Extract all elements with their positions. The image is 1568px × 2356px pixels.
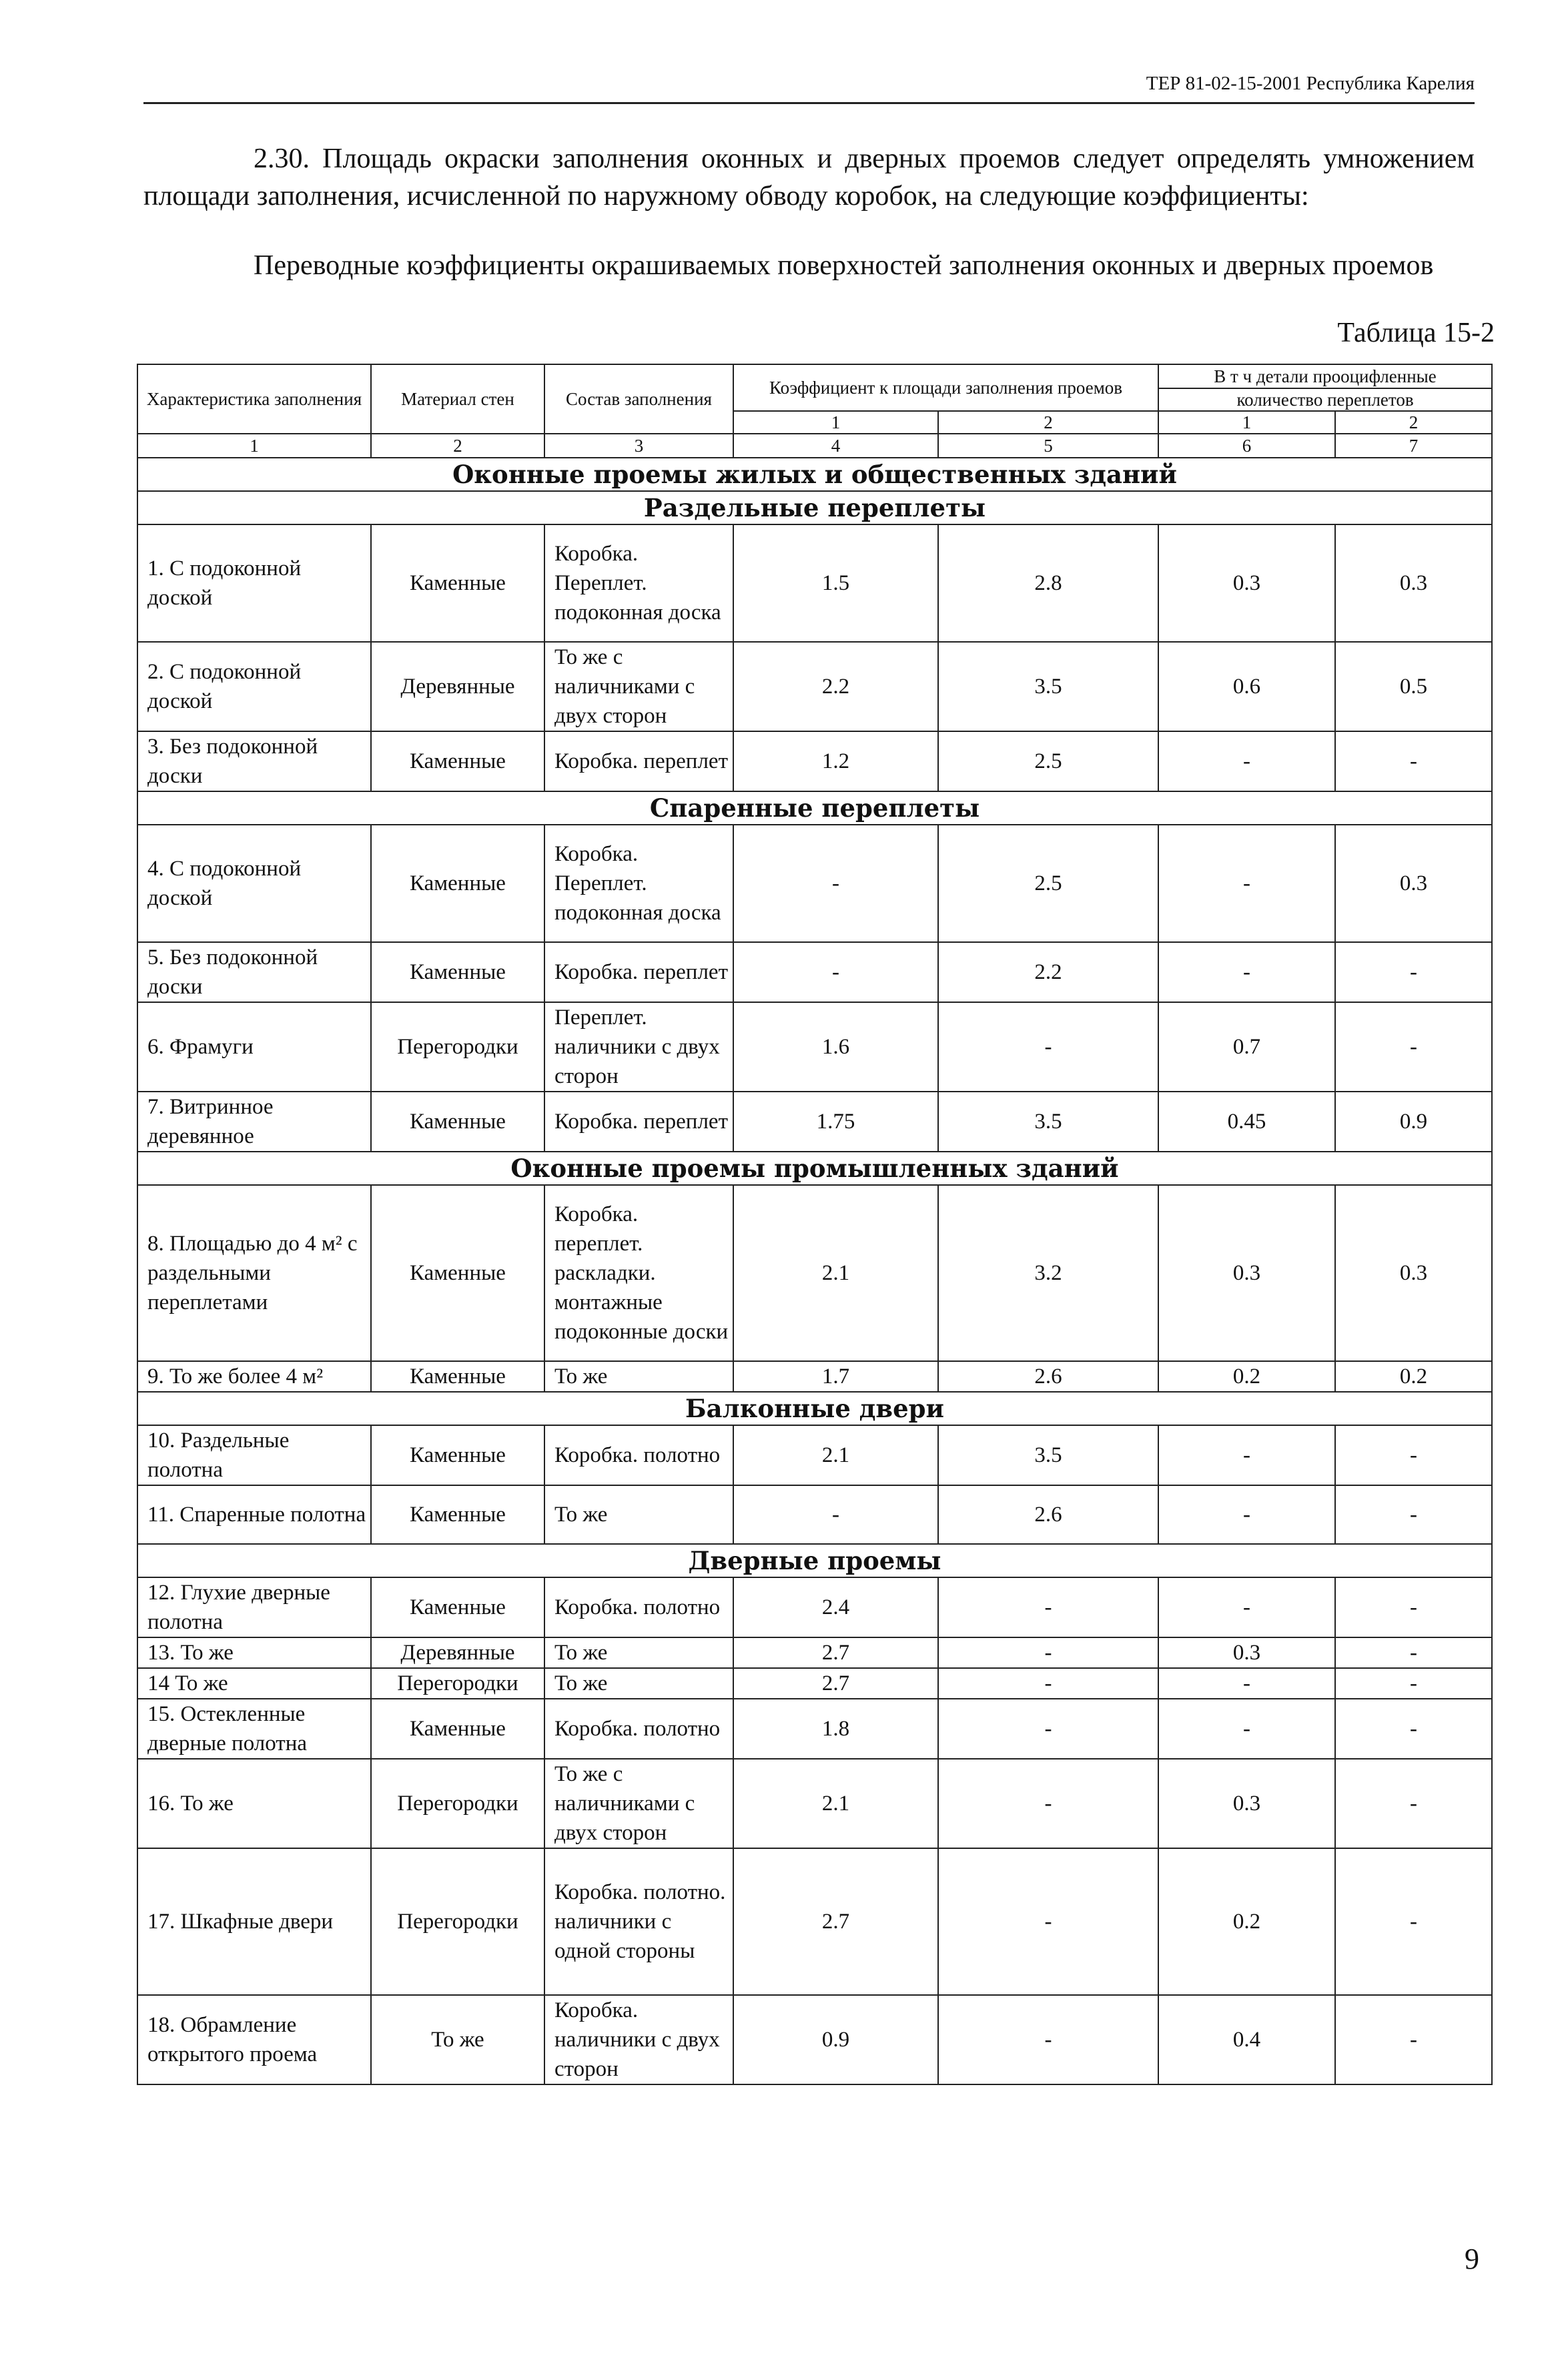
cell-composition: Коробка. полотно <box>544 1699 733 1759</box>
cell-coef-1: 1.5 <box>733 524 938 642</box>
cell-coef-2: 3.2 <box>938 1185 1158 1361</box>
cell-composition: Коробка. переплет <box>544 1092 733 1152</box>
cell-wall-material: Каменные <box>371 731 544 791</box>
cell-wall-material: Каменные <box>371 942 544 1002</box>
column-number: 3 <box>544 434 733 458</box>
cell-coef-2: - <box>938 1699 1158 1759</box>
cell-detail-1: 0.4 <box>1158 1995 1335 2084</box>
cell-detail-1: 0.3 <box>1158 1185 1335 1361</box>
cell-composition: То же <box>544 1637 733 1668</box>
cell-characteristic: 9. То же более 4 м² <box>137 1361 371 1392</box>
cell-wall-material: Каменные <box>371 1699 544 1759</box>
table-row <box>137 1002 1492 1092</box>
table-row <box>137 731 1492 791</box>
cell-wall-material: Перегородки <box>371 1848 544 1995</box>
table-row <box>137 1361 1492 1392</box>
cell-wall-material: То же <box>371 1995 544 2084</box>
cell-detail-1: 0.6 <box>1158 642 1335 731</box>
cell-characteristic: 17. Шкафные двери <box>137 1848 371 1995</box>
cell-detail-2: 0.2 <box>1335 1361 1492 1392</box>
cell-coef-1: 2.7 <box>733 1848 938 1995</box>
cell-wall-material: Каменные <box>371 1185 544 1361</box>
cell-detail-2: 0.3 <box>1335 524 1492 642</box>
cell-wall-material: Деревянные <box>371 642 544 731</box>
cell-composition: Коробка. полотно <box>544 1425 733 1485</box>
cell-detail-1: 0.7 <box>1158 1002 1335 1092</box>
cell-detail-2: - <box>1335 1002 1492 1092</box>
cell-detail-2: - <box>1335 731 1492 791</box>
cell-wall-material: Перегородки <box>371 1002 544 1092</box>
cell-composition: Переплет. наличники с двух сторон <box>544 1002 733 1092</box>
header-composition: Состав заполнения <box>544 364 733 434</box>
cell-composition: Коробка. наличники с двух сторон <box>544 1995 733 2084</box>
cell-characteristic: 7. Витринное деревянное <box>137 1092 371 1152</box>
cell-characteristic: 8. Площадью до 4 м² с раздельными переплетами <box>137 1185 371 1361</box>
cell-coef-1: - <box>733 1485 938 1544</box>
cell-wall-material: Каменные <box>371 1425 544 1485</box>
cell-composition: Коробка. переплет. раскладки. монтажные подоконные доски <box>544 1185 733 1361</box>
table-row <box>137 942 1492 1002</box>
cell-coef-2: - <box>938 1637 1158 1668</box>
table-row <box>137 1699 1492 1759</box>
cell-detail-2: - <box>1335 1848 1492 1995</box>
cell-characteristic: 1. С подоконной доской <box>137 524 371 642</box>
cell-wall-material: Перегородки <box>371 1759 544 1848</box>
cell-coef-2: - <box>938 1995 1158 2084</box>
table-row <box>137 1995 1492 2084</box>
cell-coef-1: - <box>733 942 938 1002</box>
cell-detail-1: - <box>1158 825 1335 942</box>
cell-detail-2: - <box>1335 1425 1492 1485</box>
cell-detail-1: 0.45 <box>1158 1092 1335 1152</box>
section-heading: Оконные проемы жилых и общественных зданий <box>137 458 1492 491</box>
cell-coef-2: 3.5 <box>938 642 1158 731</box>
cell-characteristic: 11. Спаренные полотна <box>137 1485 371 1544</box>
header-sub-1: 1 <box>733 411 938 434</box>
coefficients-table <box>137 364 1493 2085</box>
table-row <box>137 1848 1492 1995</box>
section-heading: Балконные двери <box>137 1392 1492 1425</box>
cell-wall-material: Каменные <box>371 1092 544 1152</box>
table-row <box>137 1185 1492 1361</box>
column-number: 5 <box>938 434 1158 458</box>
cell-detail-1: 0.3 <box>1158 1637 1335 1668</box>
page-header <box>143 69 1475 104</box>
cell-characteristic: 5. Без подоконной доски <box>137 942 371 1002</box>
cell-coef-1: 2.4 <box>733 1577 938 1637</box>
table-row <box>137 1759 1492 1848</box>
cell-detail-1: 0.2 <box>1158 1361 1335 1392</box>
cell-coef-2: 3.5 <box>938 1092 1158 1152</box>
cell-wall-material: Каменные <box>371 825 544 942</box>
paragraph-2-30: 2.30. Площадь окраски заполнения оконных и дверных проемов следует определять умножением площади заполнения, исчисленной по наружному обводу коробок, на следующие коэффициенты: <box>143 143 1475 212</box>
cell-composition: Коробка. переплет <box>544 731 733 791</box>
cell-characteristic: 14 То же <box>137 1668 371 1699</box>
cell-composition: Коробка. полотно <box>544 1577 733 1637</box>
table-caption: Переводные коэффициенты окрашиваемых поверхностей заполнения оконных и дверных проемов <box>254 250 1434 281</box>
column-number: 2 <box>371 434 544 458</box>
cell-detail-1: - <box>1158 731 1335 791</box>
cell-coef-2: 2.6 <box>938 1485 1158 1544</box>
section-heading: Спаренные переплеты <box>137 791 1492 825</box>
cell-detail-1: 0.3 <box>1158 524 1335 642</box>
cell-detail-1: 0.3 <box>1158 1759 1335 1848</box>
cell-coef-1: 2.1 <box>733 1759 938 1848</box>
cell-detail-2: - <box>1335 1637 1492 1668</box>
cell-coef-2: - <box>938 1668 1158 1699</box>
cell-detail-2: - <box>1335 1668 1492 1699</box>
cell-composition: Коробка. полотно. наличники с одной стороны <box>544 1848 733 1995</box>
cell-detail-2: - <box>1335 1699 1492 1759</box>
cell-composition: Коробка. Переплет. подоконная доска <box>544 524 733 642</box>
cell-characteristic: 6. Фрамуги <box>137 1002 371 1092</box>
cell-detail-1: - <box>1158 1699 1335 1759</box>
table-row <box>137 642 1492 731</box>
cell-coef-1: 2.2 <box>733 642 938 731</box>
cell-detail-2: - <box>1335 1577 1492 1637</box>
table-row <box>137 1485 1492 1544</box>
table-row <box>137 1425 1492 1485</box>
cell-characteristic: 12. Глухие дверные полотна <box>137 1577 371 1637</box>
cell-coef-2: 2.6 <box>938 1361 1158 1392</box>
cell-coef-1: 2.1 <box>733 1185 938 1361</box>
cell-characteristic: 2. С подоконной доской <box>137 642 371 731</box>
header-frames-count: количество переплетов <box>1158 388 1492 411</box>
column-number: 6 <box>1158 434 1335 458</box>
cell-detail-2: 0.5 <box>1335 642 1492 731</box>
cell-coef-1: 1.7 <box>733 1361 938 1392</box>
table-row <box>137 524 1492 642</box>
cell-coef-1: 1.6 <box>733 1002 938 1092</box>
header-text: ТЕР 81-02-15-2001 Республика Карелия <box>1146 73 1475 94</box>
cell-detail-1: - <box>1158 1668 1335 1699</box>
cell-characteristic: 18. Обрамление открытого проема <box>137 1995 371 2084</box>
table-label: Таблица 15-2 <box>1337 318 1495 348</box>
cell-composition: То же <box>544 1361 733 1392</box>
table-row <box>137 825 1492 942</box>
header-sub-4: 2 <box>1335 411 1492 434</box>
cell-wall-material: Каменные <box>371 524 544 642</box>
cell-coef-2: - <box>938 1002 1158 1092</box>
cell-detail-2: 0.3 <box>1335 1185 1492 1361</box>
table-row <box>137 1092 1492 1152</box>
header-wall-material: Материал стен <box>371 364 544 434</box>
cell-characteristic: 3. Без подоконной доски <box>137 731 371 791</box>
cell-composition: Коробка. Переплет. подоконная доска <box>544 825 733 942</box>
table-row <box>137 1668 1492 1699</box>
cell-coef-2: - <box>938 1759 1158 1848</box>
cell-wall-material: Перегородки <box>371 1668 544 1699</box>
cell-coef-1: 2.1 <box>733 1425 938 1485</box>
cell-composition: Коробка. переплет <box>544 942 733 1002</box>
cell-coef-1: 2.7 <box>733 1637 938 1668</box>
cell-wall-material: Деревянные <box>371 1637 544 1668</box>
page-number: 9 <box>1465 2243 1479 2275</box>
section-heading: Оконные проемы промышленных зданий <box>137 1152 1492 1185</box>
cell-detail-2: 0.3 <box>1335 825 1492 942</box>
cell-coef-2: - <box>938 1577 1158 1637</box>
cell-detail-2: 0.9 <box>1335 1092 1492 1152</box>
cell-coef-1: 1.75 <box>733 1092 938 1152</box>
cell-coef-2: 2.5 <box>938 825 1158 942</box>
cell-wall-material: Каменные <box>371 1485 544 1544</box>
cell-detail-1: - <box>1158 1577 1335 1637</box>
cell-coef-1: - <box>733 825 938 942</box>
cell-detail-2: - <box>1335 1995 1492 2084</box>
header-coefficient: Коэффициент к площади заполнения проемов <box>733 364 1158 411</box>
header-details: В т ч детали прооцифленные <box>1158 364 1492 388</box>
header-characteristic: Характеристика заполнения <box>137 364 371 434</box>
cell-detail-1: - <box>1158 1425 1335 1485</box>
cell-characteristic: 13. То же <box>137 1637 371 1668</box>
cell-detail-1: - <box>1158 942 1335 1002</box>
cell-detail-2: - <box>1335 1485 1492 1544</box>
cell-coef-1: 2.7 <box>733 1668 938 1699</box>
cell-detail-2: - <box>1335 942 1492 1002</box>
cell-composition: То же <box>544 1485 733 1544</box>
cell-detail-1: 0.2 <box>1158 1848 1335 1995</box>
cell-coef-1: 1.8 <box>733 1699 938 1759</box>
cell-coef-2: 3.5 <box>938 1425 1158 1485</box>
cell-characteristic: 15. Остекленные дверные полотна <box>137 1699 371 1759</box>
cell-composition: То же с наличниками с двух сторон <box>544 642 733 731</box>
header-sub-2: 2 <box>938 411 1158 434</box>
cell-coef-2: 2.2 <box>938 942 1158 1002</box>
section-heading: Дверные проемы <box>137 1544 1492 1577</box>
cell-coef-2: - <box>938 1848 1158 1995</box>
cell-composition: То же <box>544 1668 733 1699</box>
table-row <box>137 1637 1492 1668</box>
table-row <box>137 1577 1492 1637</box>
column-number: 1 <box>137 434 371 458</box>
cell-detail-2: - <box>1335 1759 1492 1848</box>
cell-characteristic: 10. Раздельные полотна <box>137 1425 371 1485</box>
cell-wall-material: Каменные <box>371 1361 544 1392</box>
cell-coef-2: 2.8 <box>938 524 1158 642</box>
cell-coef-1: 0.9 <box>733 1995 938 2084</box>
column-number: 7 <box>1335 434 1492 458</box>
column-number: 4 <box>733 434 938 458</box>
section-heading: Раздельные переплеты <box>137 491 1492 524</box>
cell-coef-2: 2.5 <box>938 731 1158 791</box>
cell-wall-material: Каменные <box>371 1577 544 1637</box>
header-sub-3: 1 <box>1158 411 1335 434</box>
cell-coef-1: 1.2 <box>733 731 938 791</box>
cell-characteristic: 4. С подоконной доской <box>137 825 371 942</box>
cell-detail-1: - <box>1158 1485 1335 1544</box>
cell-characteristic: 16. То же <box>137 1759 371 1848</box>
cell-composition: То же с наличниками с двух сторон <box>544 1759 733 1848</box>
